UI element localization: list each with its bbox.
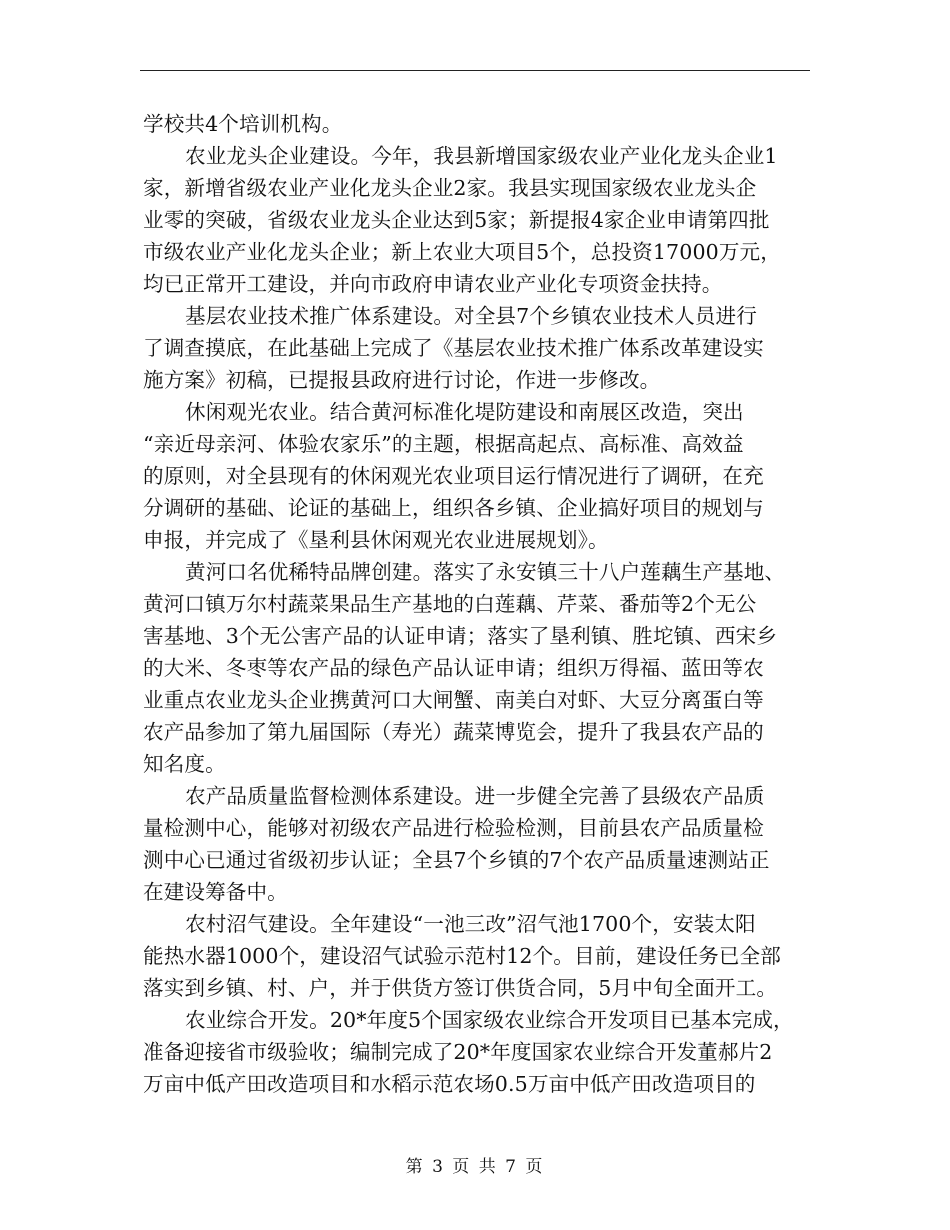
text-line: 落实到乡镇、村、户，并于供货方签订供货合同，5月中旬全面开工。 [143,976,778,1000]
paragraph-start-line: 农产品质量监督检测体系建设。进一步健全完善了县级农产品质 [185,784,765,808]
text-line: “亲近母亲河、体验农家乐”的主题，根据高起点、高标准、高效益 [143,432,744,456]
text-line: 学校共4个培训机构。 [143,112,343,136]
text-line: 业零的突破，省级农业龙头企业达到5家；新提报4家企业申请第四批 [143,208,770,232]
text-line: 家，新增省级农业产业化龙头企业2家。我县实现国家级农业龙头企 [143,176,757,200]
text-line: 的原则，对全县现有的休闲观光农业项目运行情况进行了调研，在充 [143,464,764,488]
text-line: 测中心已通过省级初步认证；全县7个乡镇的7个农产品质量速测站正 [143,848,770,872]
text-line: 的大米、冬枣等农产品的绿色产品认证申请；组织万得福、蓝田等农 [143,656,764,680]
text-line: 市级农业产业化龙头企业；新上农业大项目5个，总投资17000万元， [143,240,781,264]
text-line: 了调查摸底，在此基础上完成了《基层农业技术推广体系改革建设实 [143,336,764,360]
paragraph-start-line: 农业龙头企业建设。今年，我县新增国家级农业产业化龙头企业1 [185,144,778,168]
page-number: 第 3 页 共 7 页 [405,1157,545,1177]
text-line: 申报，并完成了《垦利县休闲观光农业进展规划》。 [143,528,609,552]
header-rule [140,70,810,71]
paragraph-start-line: 农业综合开发。20*年度5个国家级农业综合开发项目已基本完成， [185,1008,794,1032]
paragraph-start-line: 休闲观光农业。结合黄河标准化堤防建设和南展区改造，突出 [185,400,744,424]
text-line: 分调研的基础、论证的基础上，组织各乡镇、企业搞好项目的规划与 [143,496,764,520]
text-line: 在建设筹备中。 [143,880,288,904]
text-line: 准备迎接省市级验收；编制完成了20*年度国家农业综合开发董郝片2 [143,1040,773,1064]
text-line: 业重点农业龙头企业携黄河口大闸蟹、南美白对虾、大豆分离蛋白等 [143,688,764,712]
text-line: 黄河口镇万尔村蔬菜果品生产基地的白莲藕、芹菜、番茄等2个无公 [143,592,757,616]
text-line: 均已正常开工建设，并向市政府申请农业产业化专项资金扶持。 [143,272,723,296]
text-line: 知名度。 [143,752,226,776]
text-line: 万亩中低产田改造项目和水稻示范农场0.5万亩中低产田改造项目的 [143,1072,756,1096]
text-line: 量检测中心，能够对初级农产品进行检验检测，目前县农产品质量检 [143,816,764,840]
paragraph-start-line: 农村沼气建设。全年建设“一池三改”沼气池1700个，安装太阳 [185,912,756,936]
text-line: 害基地、3个无公害产品的认证申请；落实了垦利镇、胜坨镇、西宋乡 [143,624,778,648]
text-line: 能热水器1000个，建设沼气试验示范村12个。目前，建设任务已全部 [143,944,781,968]
paragraph-start-line: 黄河口名优稀特品牌创建。落实了永安镇三十八户莲藕生产基地、 [185,560,786,584]
document-body [143,108,811,1100]
paragraph-start-line: 基层农业技术推广体系建设。对全县7个乡镇农业技术人员进行 [185,304,757,328]
text-line: 施方案》初稿，已提报县政府进行讨论，作进一步修改。 [143,368,661,392]
text-line: 农产品参加了第九届国际（寿光）蔬菜博览会，提升了我县农产品的 [143,720,764,744]
